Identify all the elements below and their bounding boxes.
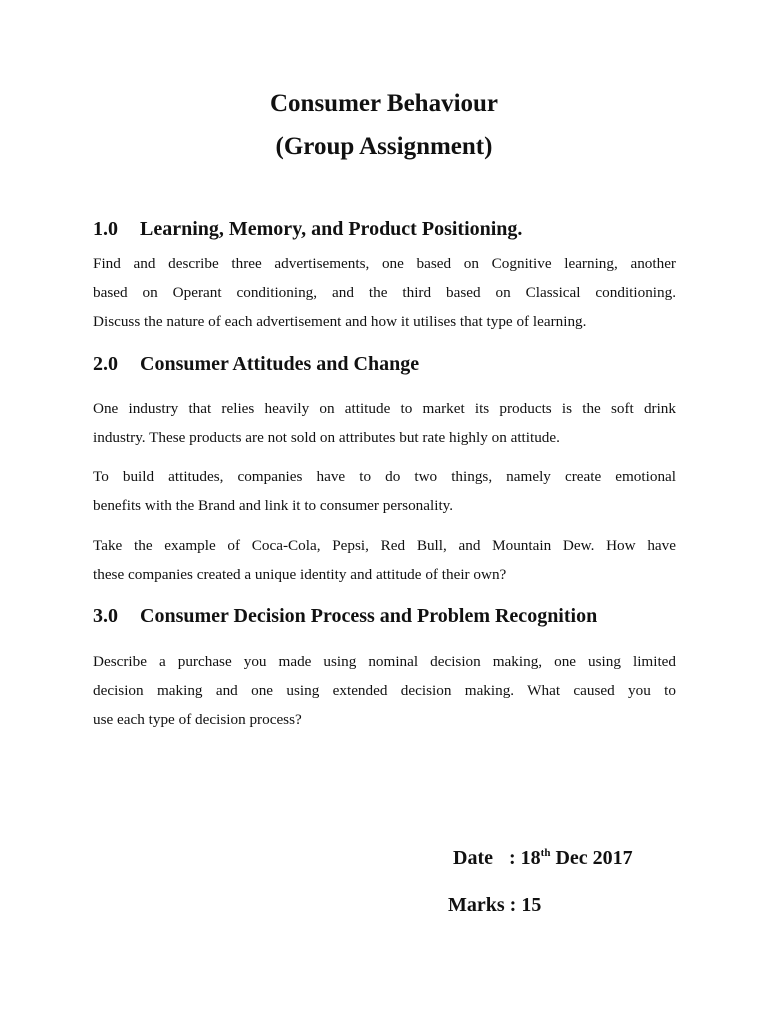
date-day: : 18	[509, 847, 541, 869]
paragraph-line: these companies created a unique identity and attitude of their own?	[93, 566, 507, 583]
paragraph-line: industry. These products are not sold on attributes but rate highly on attitude.	[93, 429, 560, 446]
date-ordinal-suffix: th	[540, 847, 551, 859]
section-heading-2	[93, 352, 419, 376]
section-2-paragraph-3	[93, 531, 676, 589]
section-title: Learning, Memory, and Product Positioning.	[140, 218, 523, 240]
assignment-marks: Marks : 15	[448, 894, 542, 916]
paragraph-line: Describe a purchase you made using nominal decision making, one using limited	[93, 653, 676, 670]
section-title: Consumer Decision Process and Problem Recognition	[140, 605, 598, 627]
section-2-paragraph-1	[93, 394, 676, 452]
paragraph-line: based on Operant conditioning, and the third based on Classical conditioning.	[93, 284, 676, 301]
section-2-paragraph-2	[93, 462, 676, 520]
paragraph-line: Find and describe three advertisements, one based on Cognitive learning, another	[93, 255, 676, 272]
date-label: Date	[453, 847, 493, 869]
section-number: 2.0	[93, 353, 118, 375]
assignment-date	[453, 846, 633, 870]
date-month-year: Dec 2017	[550, 847, 633, 869]
section-number: 3.0	[93, 605, 118, 627]
paragraph-line: Take the example of Coca-Cola, Pepsi, Red Bull, and Mountain Dew. How have	[93, 537, 676, 554]
paragraph-line: To build attitudes, companies have to do two things, namely create emotional	[93, 468, 676, 485]
paragraph-line: decision making and one using extended decision making. What caused you to	[93, 682, 676, 699]
section-1-paragraph	[93, 249, 676, 336]
section-heading-1	[93, 217, 522, 241]
section-title: Consumer Attitudes and Change	[140, 353, 420, 375]
paragraph-line: benefits with the Brand and link it to consumer personality.	[93, 497, 454, 514]
paragraph-line: use each type of decision process?	[93, 711, 302, 728]
section-heading-3	[93, 604, 597, 628]
document-subtitle: (Group Assignment)	[275, 133, 493, 160]
paragraph-line: One industry that relies heavily on attitude to market its products is the soft drink	[93, 400, 676, 417]
section-number: 1.0	[93, 218, 118, 240]
document-title: Consumer Behaviour	[269, 90, 499, 117]
section-3-paragraph	[93, 647, 676, 734]
paragraph-line: Discuss the nature of each advertisement and how it utilises that type of learning.	[93, 313, 587, 330]
